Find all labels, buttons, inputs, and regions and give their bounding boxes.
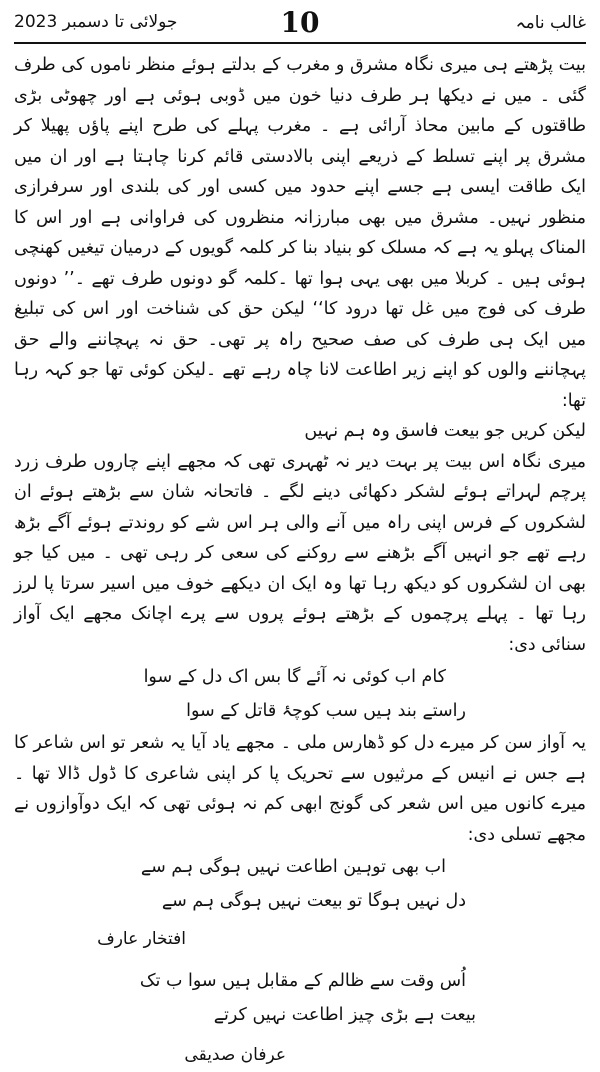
couplet-3-line-1: اُس وقت سے ظالم کے مقابل ہیں سوا ب تک <box>139 971 466 991</box>
couplet-2-line-1: اب بھی توہین اطاعت نہیں ہوگی ہم سے <box>140 857 446 877</box>
verse-1: لیکن کریں جو بیعت فاسق وہ ہم نہیں <box>304 421 586 441</box>
paragraph-1: بیت پڑھتے ہی میری نگاہ مشرق و مغرب کے بدلتے ہوئے منظر ناموں کی طرف گئی ۔ میں نے دیکھا ہر طرف دنیا خون میں ڈوبی ہوئی ہے اور چھوٹی بڑی طاقتوں کے مابین محاذ آرائی ہے ۔ مغرب پہلے کی طرح اپنے پاؤں پھیلا کر مشرق پر اپنے تسلط کے ذریعے اپنی بالادستی قائم کرنا چاہتا ہے اور ان میں ایک طاقت ایسی ہے جسے اپنے حدود میں کسی اور کی بلندی اور سرفرازی منظور نہیں۔ مشرق میں بھی مبارزانہ منظروں کی فراوانی ہے اور اس کا المناک پہلو یہ ہے کہ مسلک کو بنیاد بنا کر کلمہ گویوں کے درمیان تیغیں کھنچی ہوئی ہیں ۔ کربلا میں بھی یہی ہوا تھا ۔کلمہ گو دونوں طرف تھے ۔’’ دونوں طرف کی فوج میں غل تھا درود کا‘‘ لیکن حق کی شناخت اور اس کی تبلیغ میں ایک ہی طرف کی صف صحیح راہ پر تھی۔ حق نہ پہچاننے والے حق پہچاننے والوں کو اپنے زیر اطاعت لانا چاہ رہے تھے ۔لیکن کوئی تھا جو کہہ رہا تھا: <box>14 55 586 411</box>
poet-name-1: افتخار عارف <box>97 929 186 949</box>
issue-label: جولائی تا دسمبر 2023 <box>14 12 178 32</box>
page-header <box>14 6 586 44</box>
paragraph-3: یہ آواز سن کر میرے دل کو ڈھارس ملی ۔ مجھے یاد آیا یہ شعر تو اس شاعر کا ہے جس نے انیس کے مرثیوں سے تحریک پا کر اپنی شاعری کا ڈول ڈالا تھا ۔ میرے کانوں میں اس شعر کی گونج ابھی کم نہ ہوئی تھی کہ ایک دوآوازوں نے مجھے تسلی دی: <box>14 733 586 845</box>
couplet-2 <box>14 850 586 918</box>
paragraph-2: میری نگاہ اس بیت پر بہت دیر نہ ٹھہری تھی کہ مجھے اپنے چاروں طرف زرد پرچم لہراتے ہوئے لشکر دکھائی دینے لگے ۔ فاتحانہ شان سے بڑھتے ہوئے ان لشکروں کے فرس اپنی راہ میں آنے والی ہر اس شے کو روندتے ہوئے آگے بڑھ رہے تھے جو انہیں آگے بڑھنے سے روکنے کی سعی کر رہی تھی ۔ میں کیا جو بھی ان لشکروں کو دیکھ رہا تھا وہ ایک ان دیکھے خوف میں اسیر سرتا پا لرز رہا تھا ۔ پہلے پرچموں کے بڑھتے ہوئے پروں سے پرے اچانک مجھے ایک آواز سنائی دی: <box>14 451 586 655</box>
article-body-2 <box>14 728 586 850</box>
couplet-1-line-2: راستے بند ہیں سب کوچۂ قاتل کے سوا <box>186 701 466 721</box>
journal-title: غالب نامہ <box>515 13 586 33</box>
page-number: 10 <box>280 6 320 39</box>
couplet-1 <box>14 660 586 728</box>
couplet-1-line-1: کام اب کوئی نہ آئے گا بس اک دل کے سوا <box>143 667 446 687</box>
article-body <box>14 50 586 660</box>
couplet-3-line-2: بیعت ہے بڑی چیز اطاعت نہیں کرتے <box>213 1005 476 1025</box>
poet-name-2: عرفان صدیقی <box>184 1045 286 1065</box>
couplet-2-line-2: دل نہیں ہوگا تو بیعت نہیں ہوگی ہم سے <box>161 891 466 911</box>
couplet-3 <box>14 964 586 1032</box>
